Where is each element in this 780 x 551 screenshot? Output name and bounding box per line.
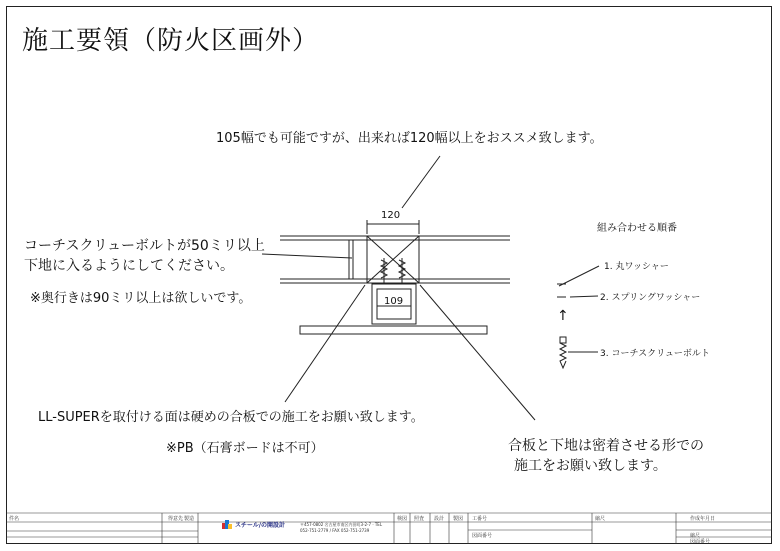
assembly-arrow-icon: ↑ (557, 308, 569, 324)
coach-screw-icon (560, 337, 566, 343)
assembly-item-3: 3. コーチスクリューボルト (600, 349, 710, 359)
assembly-item-1: 1. 丸ワッシャー (604, 262, 669, 272)
tb-right-label-1: 作成年月日 (690, 516, 716, 522)
tb-dwg-label-1: 工番号 (472, 516, 488, 522)
leader-left-note (262, 254, 352, 258)
tb-approval-4: 製図 (453, 516, 464, 522)
leader-right-note (420, 285, 535, 420)
company-logo (222, 519, 285, 529)
note-left-line1: コーチスクリューボルトが50ミリ以上 (24, 238, 265, 254)
tb-name-label: 件名 (9, 516, 20, 522)
note-right-line1: 合板と下地は密着させる形での (508, 438, 704, 454)
leader-top-note (402, 156, 440, 208)
company-name: スチール/の開設計 (235, 521, 285, 529)
company-logo-icon (222, 519, 232, 529)
tb-customer-label: 得意先 (168, 516, 184, 522)
assembly-heading: 組み合わせる順番 (597, 223, 677, 234)
tb-approval-1: 検図 (397, 516, 408, 522)
tb-right-label-2: 縮尺 (690, 533, 701, 539)
company-address: 〒457-0802 名古屋市南区内田町3-2-7 · TEL 052-751-2779 / FAX 052-751-2739 (300, 522, 383, 533)
leader-bottom-note (285, 285, 365, 402)
tb-dwg-label-2: 図面番号 (472, 533, 493, 539)
note-right-line2: 施工をお願い致します。 (514, 458, 667, 474)
note-bottom-sub: ※PB（石膏ボードは不可） (166, 441, 324, 456)
tb-scale-label: 縮尺 (595, 516, 606, 522)
tb-approval-2: 照査 (414, 516, 425, 522)
dimension-width-bracket: 109 (384, 296, 404, 307)
leader-washer (559, 266, 599, 286)
note-left-line2: 下地に入るようにしてください。 (24, 258, 234, 274)
tb-right-label-3: 図面番号 (690, 539, 711, 545)
note-bottom-main: LL-SUPERを取付ける面は硬めの合板での施工をお願い致します。 (38, 410, 424, 425)
dimension-width-top: 120 (381, 210, 401, 221)
assembly-item-2: 2. スプリングワッシャー (600, 293, 701, 303)
tb-maker-label: 製造 (184, 516, 195, 522)
note-top: 105幅でも可能ですが、出来れば120幅以上をおススメ致します。 (216, 131, 603, 146)
page-title: 施工要領（防火区画外） (22, 26, 320, 56)
tb-approval-3: 設計 (434, 516, 445, 522)
note-left-depth: ※奥行きは90ミリ以上は欲しいです。 (30, 291, 252, 306)
